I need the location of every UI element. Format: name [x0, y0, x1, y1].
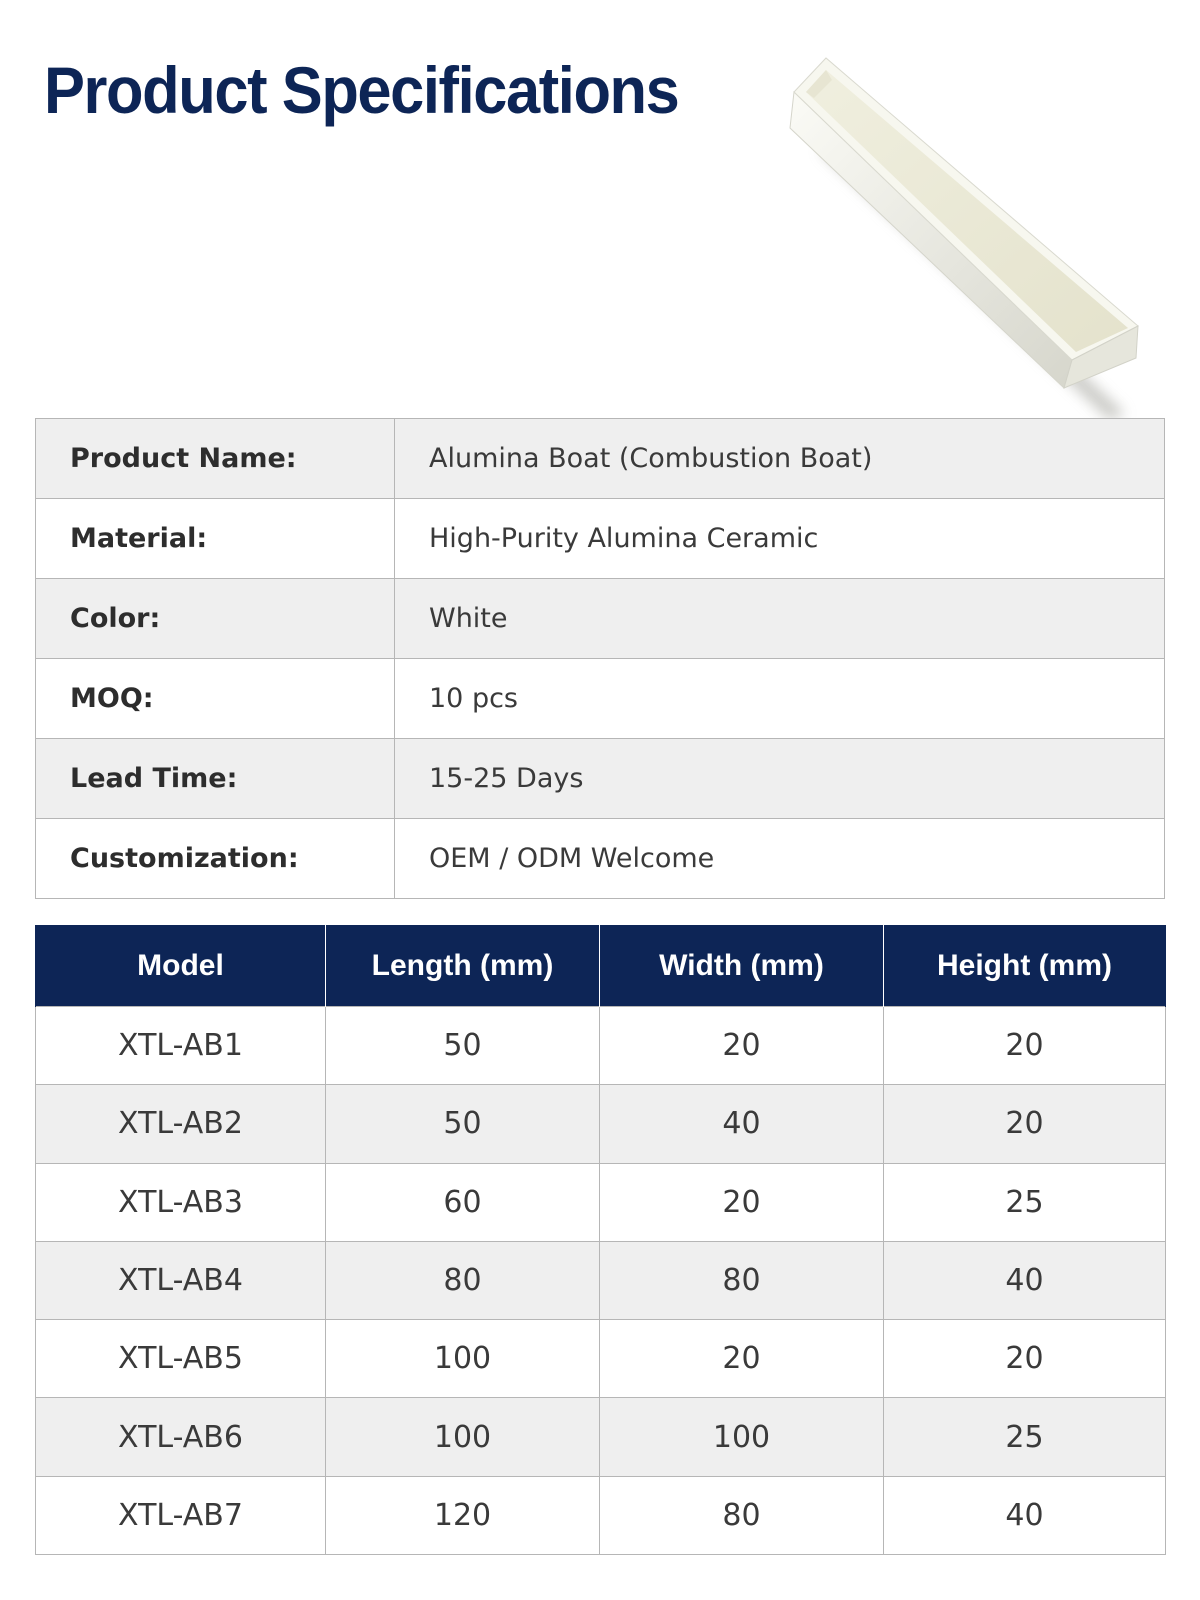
- table-row: [36, 1163, 1166, 1241]
- spec-value: Alumina Boat (Combustion Boat): [395, 419, 1165, 499]
- column-header-model: Model: [36, 925, 326, 1007]
- height-cell: 20: [884, 1085, 1166, 1163]
- model-cell: XTL-AB6: [36, 1398, 326, 1476]
- width-cell: 40: [600, 1085, 884, 1163]
- model-dimensions-table: [35, 925, 1166, 1555]
- spec-label: Lead Time:: [36, 739, 395, 819]
- spec-value: 10 pcs: [395, 659, 1165, 739]
- specification-table: [35, 418, 1165, 899]
- model-cell: XTL-AB5: [36, 1320, 326, 1398]
- column-header-length: Length (mm): [326, 925, 600, 1007]
- spec-label: Material:: [36, 499, 395, 579]
- table-row: [36, 1476, 1166, 1554]
- spec-value: 15-25 Days: [395, 739, 1165, 819]
- length-cell: 120: [326, 1476, 600, 1554]
- column-header-width: Width (mm): [600, 925, 884, 1007]
- height-cell: 25: [884, 1163, 1166, 1241]
- spec-row-moq: [36, 659, 1165, 739]
- width-cell: 20: [600, 1163, 884, 1241]
- length-cell: 100: [326, 1398, 600, 1476]
- length-cell: 50: [326, 1007, 600, 1085]
- model-cell: XTL-AB3: [36, 1163, 326, 1241]
- alumina-boat-icon: [780, 40, 1180, 420]
- width-cell: 80: [600, 1241, 884, 1319]
- length-cell: 100: [326, 1320, 600, 1398]
- spec-value: White: [395, 579, 1165, 659]
- width-cell: 20: [600, 1007, 884, 1085]
- spec-value: High-Purity Alumina Ceramic: [395, 499, 1165, 579]
- spec-label: Customization:: [36, 819, 395, 899]
- table-header-row: [36, 925, 1166, 1007]
- alumina-boat-image: [780, 40, 1180, 420]
- spec-label: Color:: [36, 579, 395, 659]
- spec-label: Product Name:: [36, 419, 395, 499]
- table-row: [36, 1241, 1166, 1319]
- model-cell: XTL-AB1: [36, 1007, 326, 1085]
- spec-row-material: [36, 499, 1165, 579]
- height-cell: 20: [884, 1320, 1166, 1398]
- table-row: [36, 1398, 1166, 1476]
- model-cell: XTL-AB7: [36, 1476, 326, 1554]
- height-cell: 40: [884, 1241, 1166, 1319]
- height-cell: 25: [884, 1398, 1166, 1476]
- length-cell: 50: [326, 1085, 600, 1163]
- length-cell: 60: [326, 1163, 600, 1241]
- spec-row-customization: [36, 819, 1165, 899]
- spec-value: OEM / ODM Welcome: [395, 819, 1165, 899]
- table-row: [36, 1085, 1166, 1163]
- length-cell: 80: [326, 1241, 600, 1319]
- width-cell: 80: [600, 1476, 884, 1554]
- height-cell: 40: [884, 1476, 1166, 1554]
- height-cell: 20: [884, 1007, 1166, 1085]
- model-cell: XTL-AB2: [36, 1085, 326, 1163]
- column-header-height: Height (mm): [884, 925, 1166, 1007]
- spec-row-lead-time: [36, 739, 1165, 819]
- page-title: Product Specifications: [44, 53, 679, 127]
- table-row: [36, 1007, 1166, 1085]
- spec-row-product-name: [36, 419, 1165, 499]
- width-cell: 20: [600, 1320, 884, 1398]
- spec-label: MOQ:: [36, 659, 395, 739]
- model-cell: XTL-AB4: [36, 1241, 326, 1319]
- spec-row-color: [36, 579, 1165, 659]
- width-cell: 100: [600, 1398, 884, 1476]
- table-row: [36, 1320, 1166, 1398]
